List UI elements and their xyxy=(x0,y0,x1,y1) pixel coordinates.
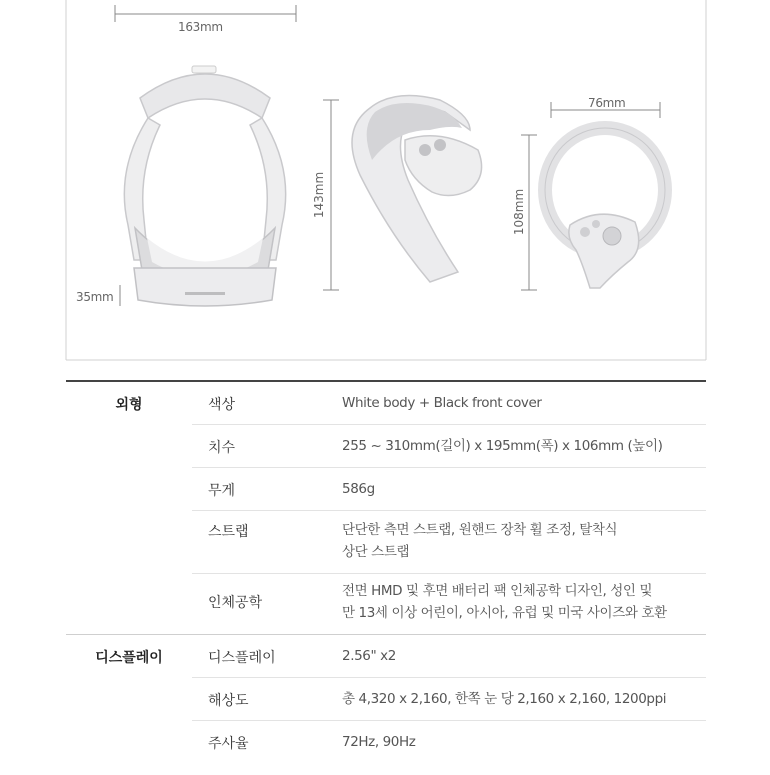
section-category: 외형 xyxy=(115,397,143,413)
spec-row-refresh-rate xyxy=(192,721,706,763)
row-value: 586g xyxy=(342,481,375,497)
dim-controller-ring-width: 76mm xyxy=(588,96,626,110)
row-value: 총 4,320 x 2,160, 한쪽 눈 당 2,160 x 2,160, 1200ppi xyxy=(342,691,667,707)
row-value-line-2: 상단 스트랩 xyxy=(342,544,410,560)
row-label: 주사율 xyxy=(208,736,249,752)
dim-controller-ring-height: 108mm xyxy=(512,188,527,236)
row-value: White body + Black front cover xyxy=(342,395,542,411)
spec-row-dimensions xyxy=(192,425,706,467)
row-label: 디스플레이 xyxy=(208,650,276,666)
row-label: 치수 xyxy=(208,440,236,456)
headset-illustration xyxy=(124,66,285,306)
dimension-diagram xyxy=(0,0,770,362)
dim-controller-height: 143mm xyxy=(312,171,327,219)
spec-row-color xyxy=(192,380,706,424)
section-category: 디스플레이 xyxy=(95,650,163,666)
row-value-line-1: 단단한 측면 스트랩, 원핸드 장착 휠 조정, 탈착식 xyxy=(342,522,618,538)
spec-row-strap xyxy=(192,511,706,573)
spec-row-ergonomics xyxy=(192,574,706,634)
spec-section-display xyxy=(66,635,706,775)
row-label: 색상 xyxy=(208,397,236,413)
controller-front-illustration xyxy=(545,128,665,288)
row-value: 72Hz, 90Hz xyxy=(342,734,416,750)
diagram-illustration xyxy=(0,0,770,362)
controller-side-illustration xyxy=(352,96,482,283)
spec-row-weight xyxy=(192,468,706,510)
row-label: 무게 xyxy=(208,483,236,499)
dim-headset-depth: 35mm xyxy=(76,290,114,304)
row-label: 해상도 xyxy=(208,693,249,709)
row-label: 스트랩 xyxy=(208,524,249,540)
row-label: 인체공학 xyxy=(208,595,263,611)
row-value-line-1: 전면 HMD 및 후면 배터리 팩 인체공학 디자인, 성인 및 xyxy=(342,583,653,599)
spec-row-resolution xyxy=(192,678,706,720)
row-value: 2.56" x2 xyxy=(342,648,396,664)
row-value: 255 ~ 310mm(길이) x 195mm(폭) x 106mm (높이) xyxy=(342,438,663,454)
dim-headset-width: 163mm xyxy=(178,20,223,34)
row-value-line-2: 만 13세 이상 어린이, 아시아, 유럽 및 미국 사이즈와 호환 xyxy=(342,605,667,621)
spec-row-display xyxy=(192,635,706,677)
spec-section-exterior xyxy=(66,380,706,634)
